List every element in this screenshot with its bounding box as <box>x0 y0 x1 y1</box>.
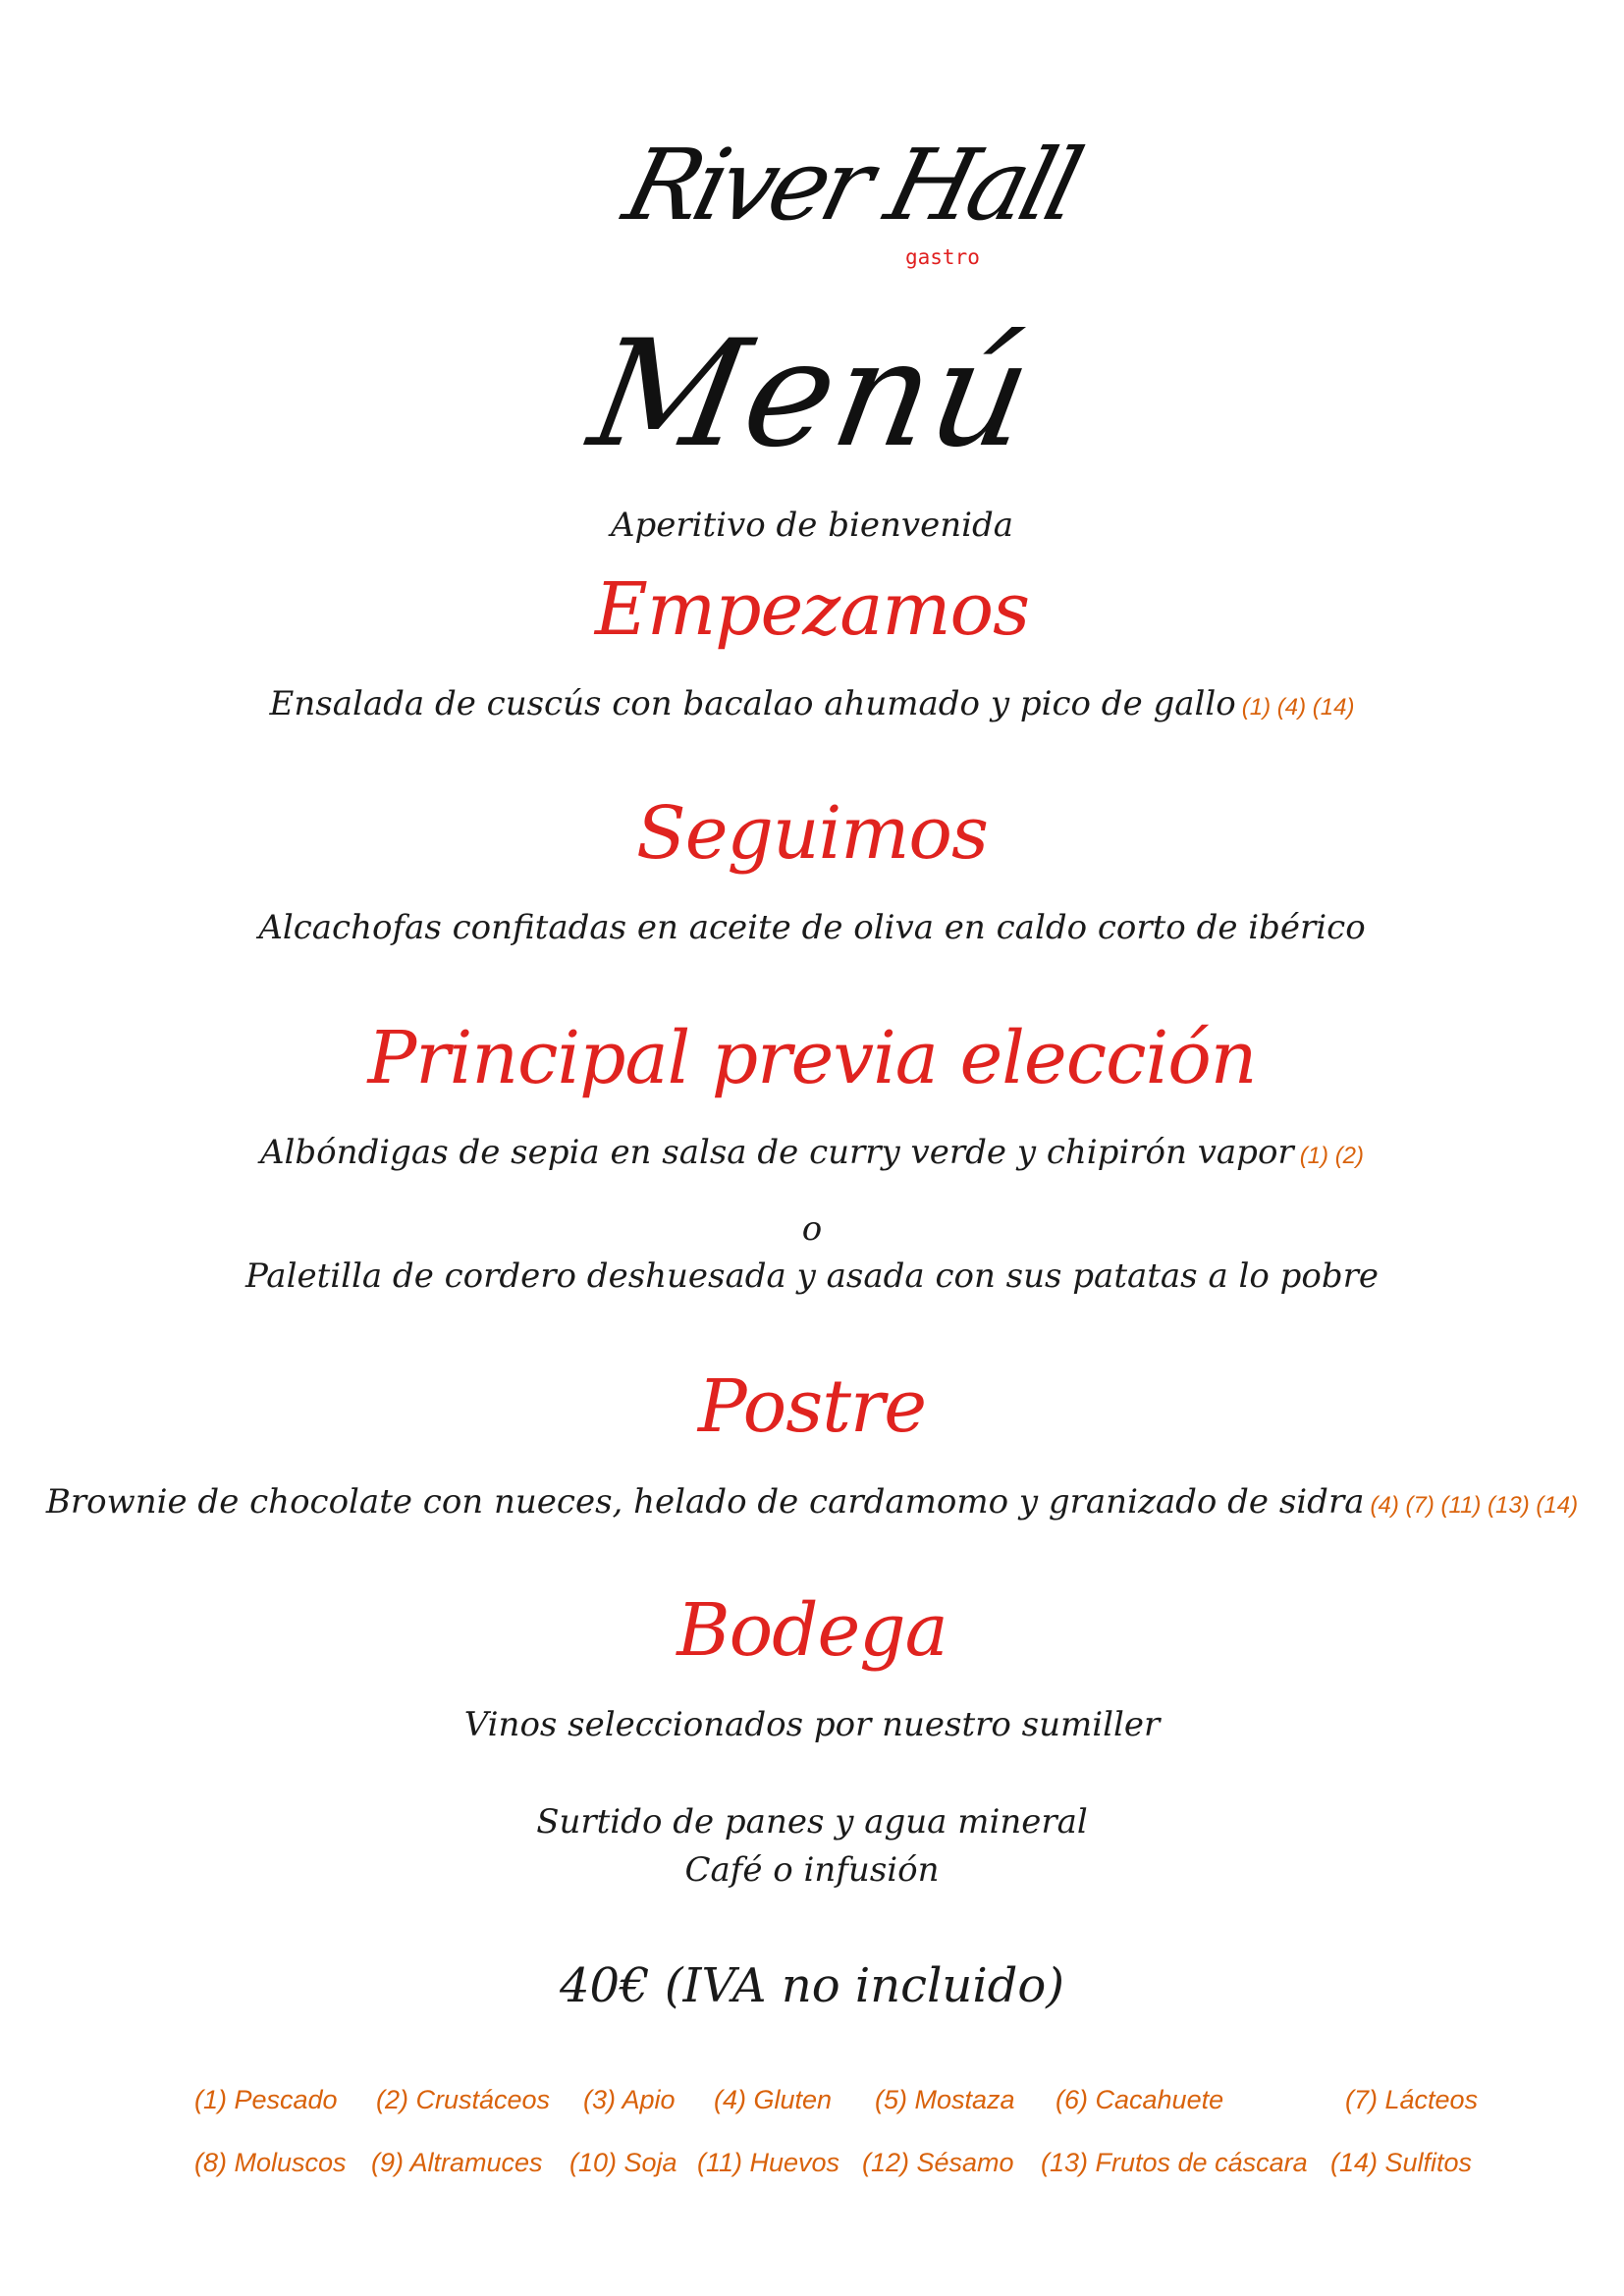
extra-panes: Surtido de panes y agua mineral <box>536 1802 1088 1842</box>
logo-name: River Hall <box>614 128 1088 242</box>
allergen-legend-row-1 <box>0 2085 1624 2124</box>
dish-alcachofas <box>0 908 1624 947</box>
allergen-item: (2) Crustáceos <box>376 2085 551 2114</box>
dish-text: Vinos seleccionados por nuestro sumiller <box>463 1705 1161 1744</box>
allergen-item: (14) Sulfitos <box>1330 2148 1473 2177</box>
dish-choice-separator <box>0 1209 1624 1249</box>
menu-title: Menú <box>578 309 1046 480</box>
section-heading-principal: Principal previa elección <box>367 1016 1257 1100</box>
allergen-item: (13) Frutos de cáscara <box>1041 2148 1308 2177</box>
section-heading-empezamos: Empezamos <box>594 567 1030 652</box>
allergen-item: (5) Mostaza <box>875 2085 1015 2114</box>
allergen-item: (10) Soja <box>569 2148 677 2177</box>
dish-text: Paletilla de cordero deshuesada y asada con sus patatas a lo pobre <box>244 1256 1380 1296</box>
allergen-item: (8) Moluscos <box>194 2148 347 2177</box>
allergen-item: (6) Cacahuete <box>1056 2085 1224 2114</box>
section-heading-seguimos: Seguimos <box>636 791 988 876</box>
dish-paletilla <box>0 1256 1624 1296</box>
dish-text: Albóndigas de sepia en salsa de curry verde y chipirón vapor <box>259 1133 1294 1172</box>
allergen-item: (9) Altramuces <box>371 2148 543 2177</box>
section-heading-bodega: Bodega <box>677 1588 947 1673</box>
allergen-item: (11) Huevos <box>697 2148 840 2177</box>
dish-ensalada <box>0 684 1624 723</box>
dish-vinos <box>0 1705 1624 1744</box>
restaurant-logo <box>614 108 1088 304</box>
extra-cafe: Café o infusión <box>684 1850 940 1890</box>
allergen-item: (1) Pescado <box>194 2085 338 2114</box>
allergen-item: (7) Lácteos <box>1345 2085 1479 2114</box>
dish-allergens: (1) (4) (14) <box>1241 694 1355 721</box>
dish-text: Ensalada de cuscús con bacalao ahumado y pico de gallo <box>269 684 1236 723</box>
section-heading-postre: Postre <box>697 1364 927 1449</box>
dish-albondigas <box>0 1133 1624 1172</box>
dish-text: Alcachofas confitadas en aceite de oliva en caldo corto de ibérico <box>258 908 1366 947</box>
allergen-item: (3) Apio <box>583 2085 676 2114</box>
dish-allergens: (1) (2) <box>1299 1143 1365 1169</box>
allergen-legend-row-2 <box>0 2148 1624 2187</box>
welcome-aperitif: Aperitivo de bienvenida <box>610 506 1014 545</box>
dish-brownie <box>0 1482 1624 1522</box>
logo-subtitle: gastro <box>905 245 980 269</box>
dish-allergens: (4) (7) (11) (13) (14) <box>1370 1492 1579 1519</box>
dish-text: o <box>801 1209 823 1249</box>
menu-price: 40€ (IVA no incluido) <box>559 1958 1065 2013</box>
allergen-item: (4) Gluten <box>714 2085 833 2114</box>
allergen-item: (12) Sésamo <box>862 2148 1014 2177</box>
dish-text: Brownie de chocolate con nueces, helado de cardamomo y granizado de sidra <box>45 1482 1365 1522</box>
